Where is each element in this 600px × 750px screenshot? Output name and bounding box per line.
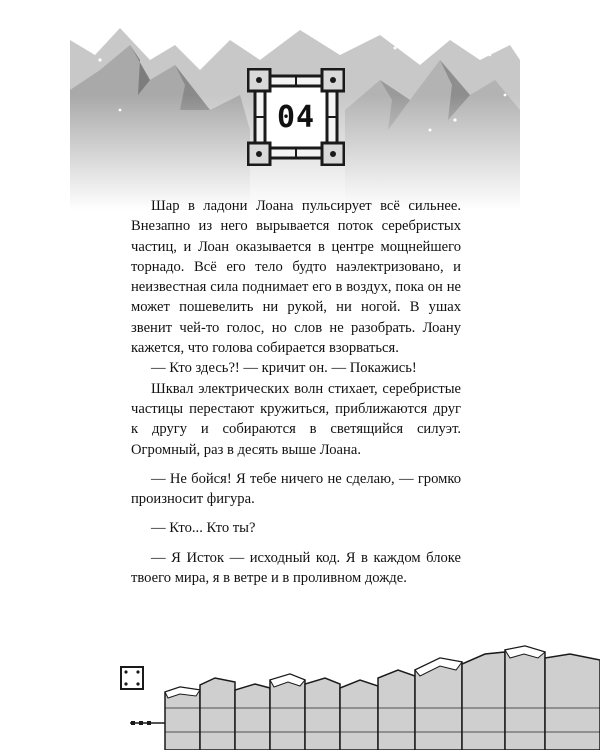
chapter-number: 04 [276,99,316,135]
paragraph: — Кто здесь?! — кричит он. — Покажись! [151,360,417,377]
paragraph: — Не бойся! Я тебе ничего не сделаю, — громко произносит фигура. [131,470,461,508]
paragraph: — Кто... Кто ты? [151,520,256,537]
footer-block-terrain-illustration [0,640,600,750]
dice-icon [121,667,143,689]
chapter-number-frame [247,68,345,166]
paragraph: — Я Исток — исходный код. Я в каждом блоке твоего мира, я в ветре и в проливном дожде. [131,549,461,587]
paragraph: Шар в ладони Лоана пульсирует всё сильнее. Внезапно из него вырывается поток серебристых частиц, и Лоан оказывается в центре мощнейшего торнадо. Всё его тело будто наэлектризовано, и неизвестная сила поднимает его в воздух, пока он не может пошевелить ни рукой, ни ногой. В ушах звенит чей-то голос, но слов не разобрать. Лоану кажется, что голова собирается взорваться. [131,198,461,357]
chapter-body-text [131,196,461,588]
paragraph: Шквал электрических волн стихает, серебристые частицы перестают кружиться, приближаются друг к другу и собираются в светящийся силуэт. Огромный, раз в десять выше Лоана. [131,380,461,458]
